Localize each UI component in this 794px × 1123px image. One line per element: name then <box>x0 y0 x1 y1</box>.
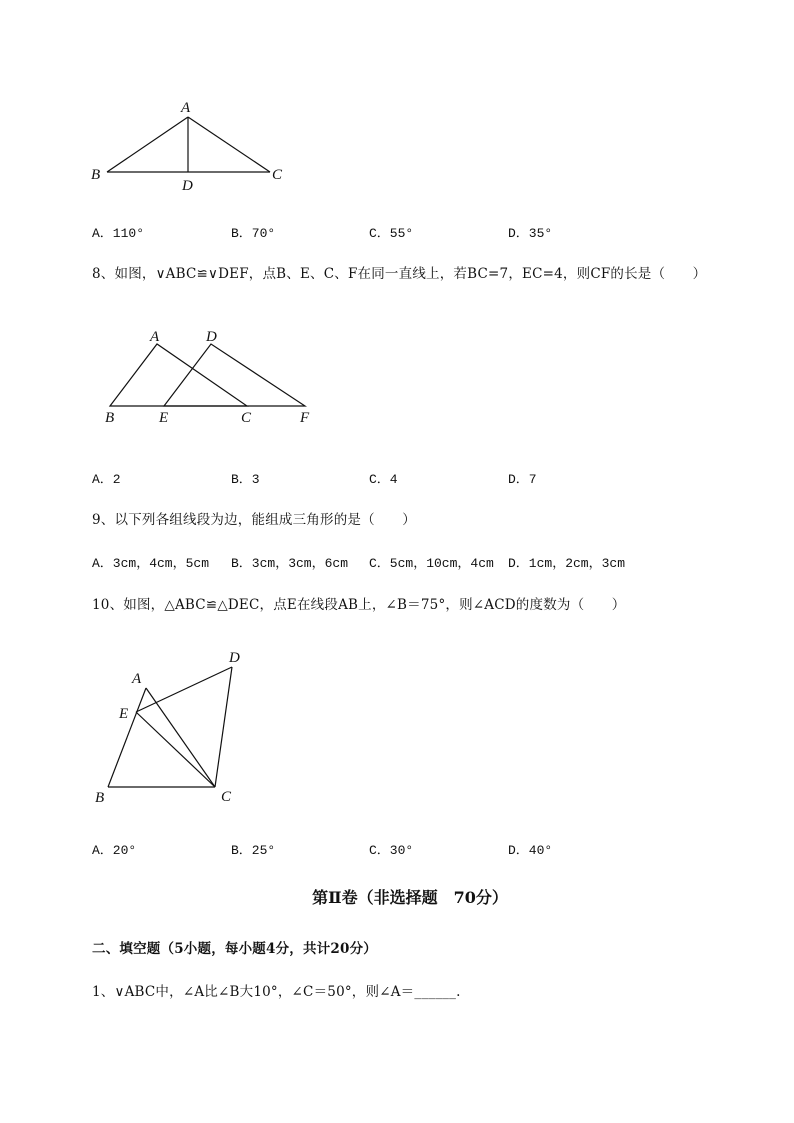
q8-label-b: B <box>105 410 115 426</box>
q7-option-b: B．70° <box>231 226 276 241</box>
q10-label-b: B <box>95 790 105 806</box>
q10-label-a: A <box>132 671 142 687</box>
q7-side-ab <box>107 117 188 172</box>
section-title: 第Ⅱ卷（非选择题 70分） <box>312 888 508 907</box>
q8-option-b: B．3 <box>231 472 260 487</box>
q8-label-d: D <box>206 329 217 345</box>
q10-side-ec <box>136 712 215 787</box>
q10-side-ed <box>136 667 232 712</box>
q8-stem: 8、如图，∨ABC≌∨DEF，点B、E、C、F在同一直线上，若BC=7，EC=4，则CF的长是（ ） <box>92 266 707 282</box>
q10-label-d: D <box>229 650 240 666</box>
q9-option-c: C．5cm，10cm，4cm <box>369 556 494 571</box>
q8-option-c: C．4 <box>369 472 398 487</box>
q7-side-ac <box>188 117 270 172</box>
q10-option-b: B．25° <box>231 843 276 858</box>
q7-label-b: B <box>91 167 101 183</box>
q10-option-d: D．40° <box>508 843 553 858</box>
q8-option-d: D．7 <box>508 472 537 487</box>
q10-label-e: E <box>119 706 129 722</box>
q9-option-a: A．3cm，4cm，5cm <box>92 556 210 571</box>
q8-label-f: F <box>300 410 310 426</box>
q7-label-a: A <box>181 100 191 116</box>
q10-option-c: C．30° <box>369 843 414 858</box>
q8-option-a: A．2 <box>92 472 121 487</box>
q7-option-c: C．55° <box>369 226 414 241</box>
q8-label-a: A <box>150 329 160 345</box>
q7-label-c: C <box>272 167 283 183</box>
q9-option-d: D．1cm，2cm，3cm <box>508 556 626 571</box>
q7-option-d: D．35° <box>508 226 553 241</box>
q10-stem: 10、如图，△ABC≌△DEC，点E在线段AB上，∠B＝75°，则∠ACD的度数为（ ） <box>92 597 626 613</box>
q8-label-c: C <box>241 410 252 426</box>
q10-side-ab <box>108 688 146 787</box>
q10-option-a: A．20° <box>92 843 137 858</box>
q7-option-a: A．110° <box>92 226 145 241</box>
q10-label-c: C <box>221 789 232 805</box>
section-heading: 二、填空题（5小题，每小题4分，共计20分） <box>92 941 377 957</box>
q10-side-dc <box>215 667 232 787</box>
q10-figure <box>90 645 255 810</box>
q7-label-d: D <box>182 178 193 194</box>
fill1-stem: 1、∨ABC中，∠A比∠B大10°，∠C＝50°，则∠A＝______. <box>92 984 461 1000</box>
q8-label-e: E <box>159 410 169 426</box>
q8-figure <box>100 325 325 427</box>
q7-figure <box>85 95 300 195</box>
q8-triangle-abc <box>110 344 247 406</box>
q9-stem: 9、以下列各组线段为边，能组成三角形的是（ ） <box>92 512 416 528</box>
q9-option-b: B．3cm，3cm，6cm <box>231 556 349 571</box>
